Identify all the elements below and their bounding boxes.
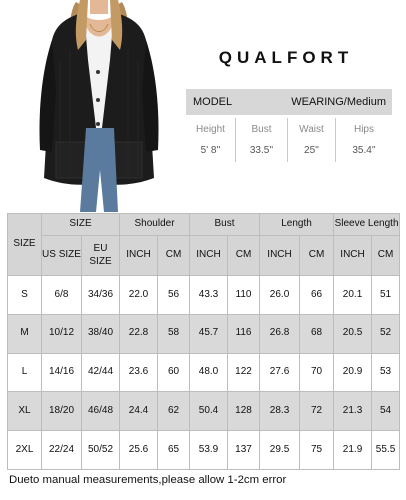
eu-size-cell: 34/36 [82,276,120,315]
length-inch-cell: 28.3 [260,392,300,431]
length-cm-header: CM [300,236,334,276]
measurement-disclaimer: Dueto manual measurements,please allow 1-2cm error [9,474,287,486]
model-wearing-size: WEARING/Medium [291,96,386,108]
shoulder-inch-cell: 22.8 [120,314,158,353]
length-cm-cell: 68 [300,314,334,353]
length-inch-header: INCH [260,236,300,276]
shoulder-inch-cell: 22.0 [120,276,158,315]
measurement-hips [335,118,392,162]
eu-size-cell: 42/44 [82,353,120,392]
measurement-value: 5' 8'' [200,145,221,156]
measurement-label: Waist [299,124,324,135]
bust-cm-cell: 128 [228,392,260,431]
shoulder-cm-cell: 65 [158,431,190,470]
size-chart-table [7,213,400,470]
sleeve-inch-cell: 21.9 [334,431,372,470]
us-size-cell: 18/20 [42,392,82,431]
length-cm-cell: 75 [300,431,334,470]
model-label: MODEL [193,96,233,108]
length-inch-cell: 27.6 [260,353,300,392]
bust-inch-header: INCH [190,236,228,276]
eu-size-cell: 38/40 [82,314,120,353]
bust-inch-cell: 53.9 [190,431,228,470]
sleeve-cm-cell: 55.5 [372,431,400,470]
length-cm-cell: 70 [300,353,334,392]
size-cell: L [8,353,42,392]
size-cell: XL [8,392,42,431]
length-cm-cell: 66 [300,276,334,315]
shoulder-inch-cell: 24.4 [120,392,158,431]
us-size-cell: 14/16 [42,353,82,392]
bust-cm-cell: 116 [228,314,260,353]
model-measurements [186,118,392,162]
model-photo [30,0,168,212]
sleeve-cm-cell: 54 [372,392,400,431]
shoulder-inch-cell: 23.6 [120,353,158,392]
length-inch-cell: 26.0 [260,276,300,315]
shoulder-cm-cell: 58 [158,314,190,353]
us-size-header: US SIZE [42,236,82,276]
measurement-label: Hips [353,124,374,135]
size-cell: M [8,314,42,353]
shoulder-cm-cell: 56 [158,276,190,315]
length-inch-cell: 26.8 [260,314,300,353]
size-group-header: SIZE [42,214,120,236]
us-size-cell: 6/8 [42,276,82,315]
shoulder-cm-cell: 60 [158,353,190,392]
length-inch-cell: 29.5 [260,431,300,470]
bust-cm-cell: 110 [228,276,260,315]
eu-size-cell: 46/48 [82,392,120,431]
model-info-bar [186,89,392,115]
shoulder-inch-header: INCH [120,236,158,276]
table-header-row [8,214,400,236]
sleeve-inch-cell: 21.3 [334,392,372,431]
sleeve-cm-cell: 53 [372,353,400,392]
size-cell: 2XL [8,431,42,470]
us-size-cell: 10/12 [42,314,82,353]
length-cm-cell: 72 [300,392,334,431]
sleeve-inch-cell: 20.1 [334,276,372,315]
table-row [8,276,400,315]
sleeve-cm-cell: 52 [372,314,400,353]
size-cell: S [8,276,42,315]
bust-inch-cell: 45.7 [190,314,228,353]
sleeve-inch-cell: 20.9 [334,353,372,392]
length-group-header: Length [260,214,334,236]
model-illustration [30,0,168,212]
bust-inch-cell: 48.0 [190,353,228,392]
measurement-height [186,118,235,162]
bust-cm-cell: 122 [228,353,260,392]
measurement-value: 25'' [304,145,319,156]
measurement-value: 33.5'' [249,145,274,156]
table-row [8,392,400,431]
shoulder-cm-header: CM [158,236,190,276]
shoulder-group-header: Shoulder [120,214,190,236]
eu-size-cell: 50/52 [82,431,120,470]
us-size-cell: 22/24 [42,431,82,470]
bust-inch-cell: 50.4 [190,392,228,431]
measurement-bust [235,118,287,162]
shoulder-inch-cell: 25.6 [120,431,158,470]
table-row [8,353,400,392]
sleeve-inch-cell: 20.5 [334,314,372,353]
sleeve-inch-header: INCH [334,236,372,276]
measurement-waist [287,118,335,162]
measurement-label: Bust [251,124,272,135]
brand-name: QUALFORT [218,48,354,67]
shoulder-cm-cell: 62 [158,392,190,431]
bust-group-header: Bust [190,214,260,236]
measurement-value: 35.4'' [352,145,376,156]
table-row [8,314,400,353]
sleeve-cm-cell: 51 [372,276,400,315]
bust-cm-cell: 137 [228,431,260,470]
table-subheader-row [8,236,400,276]
measurement-label: Height [196,124,225,135]
sleeve-cm-header: CM [372,236,400,276]
size-column-header: SIZE [8,214,42,276]
sleeve-group-header: Sleeve Length [334,214,400,236]
table-row [8,431,400,470]
bust-inch-cell: 43.3 [190,276,228,315]
eu-size-header: EU SIZE [82,236,120,276]
bust-cm-header: CM [228,236,260,276]
